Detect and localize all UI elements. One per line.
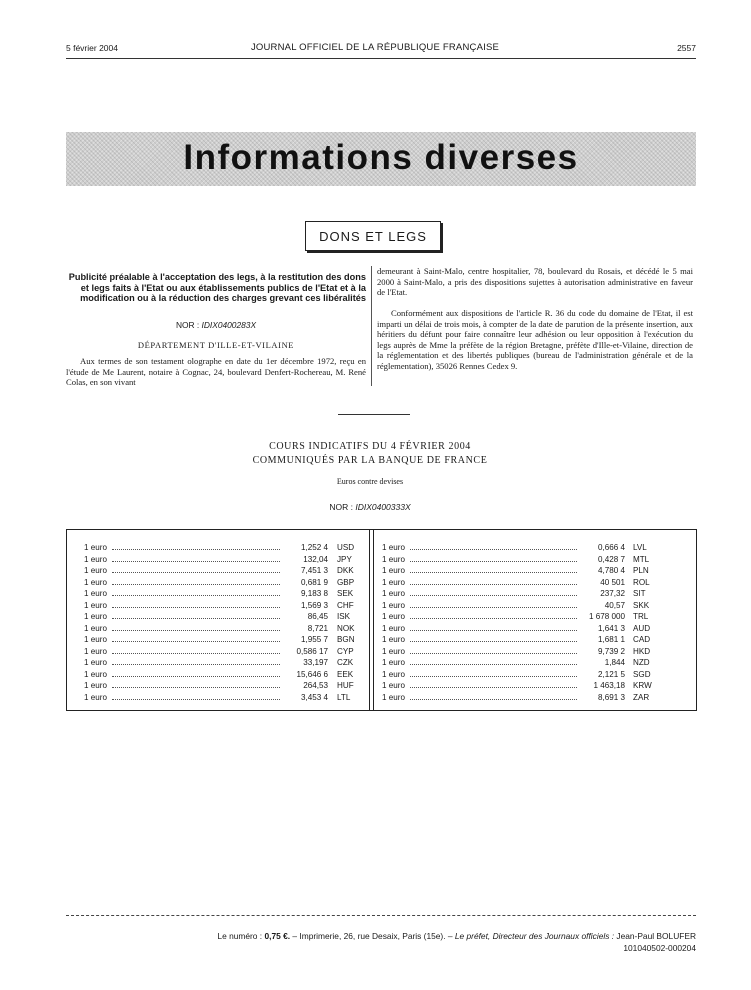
- dot-leader: [410, 653, 577, 654]
- cours-title-line-1: COURS INDICATIFS DU 4 FÉVRIER 2004: [269, 441, 471, 452]
- currency-code: GBP: [337, 577, 355, 587]
- rate-row: [84, 565, 356, 576]
- rate-row: [382, 565, 652, 576]
- currency-code: KRW: [633, 681, 652, 690]
- department-heading: DÉPARTEMENT D'ILLE-ET-VILAINE: [137, 340, 295, 350]
- notice-title: Publicité préalable à l'acceptation des legs, à la restitution des dons et legs faits à l'Etat ou aux établissements publics de l'Etat et à la modification ou à la réduction des charges grevant ces libéralités: [68, 272, 366, 304]
- section-separator: [338, 414, 410, 415]
- rate-value: 15,646 6: [296, 669, 328, 679]
- rate-label: 1 euro: [84, 646, 107, 656]
- rate-value: 1,641 3: [597, 623, 625, 633]
- currency-code: BGN: [337, 635, 355, 644]
- rate-value: 1 463,18: [593, 681, 625, 690]
- rate-value: 8,691 3: [597, 692, 625, 702]
- rate-value: 4,780 4: [597, 566, 625, 575]
- rate-row: [382, 657, 652, 668]
- dot-leader: [410, 687, 577, 688]
- rate-value: 40,57: [604, 600, 625, 610]
- rate-value: 8,721: [307, 623, 328, 633]
- dot-leader: [112, 595, 280, 596]
- dot-leader: [410, 641, 577, 642]
- rate-label: 1 euro: [84, 669, 107, 679]
- rate-row: [84, 577, 356, 588]
- currency-code: SKK: [633, 600, 650, 610]
- cours-subtitle: Euros contre devises: [336, 477, 404, 486]
- currency-code: EEK: [337, 669, 354, 679]
- rate-row: [84, 657, 356, 668]
- rate-value: 86,45: [307, 612, 328, 621]
- currency-code: USD: [337, 543, 355, 552]
- currency-code: CAD: [633, 635, 651, 644]
- dot-leader: [410, 572, 577, 573]
- rate-value: 1,955 7: [300, 635, 328, 644]
- rate-label: 1 euro: [84, 600, 107, 610]
- dot-leader: [410, 549, 577, 550]
- rate-value: 1,569 3: [300, 600, 328, 610]
- dot-leader: [112, 561, 280, 562]
- currency-code: PLN: [633, 566, 649, 575]
- rate-value: 0,428 7: [597, 554, 625, 564]
- rate-row: [84, 542, 356, 553]
- dot-leader: [112, 584, 280, 585]
- rate-label: 1 euro: [84, 543, 107, 552]
- rates-right-column: [382, 542, 652, 702]
- rate-label: 1 euro: [382, 669, 405, 679]
- cours-title-line-2: COMMUNIQUÉS PAR LA BANQUE DE FRANCE: [252, 455, 488, 466]
- rate-row: [382, 588, 652, 599]
- rate-value: 0,586 17: [296, 646, 328, 656]
- nor-reference: [66, 320, 366, 330]
- rate-value: 132,04: [303, 554, 328, 564]
- currency-code: MTL: [633, 554, 650, 564]
- rate-label: 1 euro: [382, 566, 405, 575]
- dot-leader: [112, 572, 280, 573]
- rate-row: [382, 634, 652, 645]
- banner-title: Informations diverses: [183, 138, 579, 177]
- dot-leader: [112, 641, 280, 642]
- rate-label: 1 euro: [382, 692, 405, 702]
- header-date: 5 février 2004: [66, 43, 118, 53]
- dot-leader: [410, 584, 577, 585]
- rate-row: [382, 646, 652, 657]
- rate-label: 1 euro: [84, 577, 107, 587]
- rate-label: 1 euro: [382, 612, 405, 621]
- rate-row: [84, 611, 356, 622]
- cours-nor-reference: [180, 502, 560, 512]
- rate-value: 7,451 3: [300, 566, 328, 575]
- rate-label: 1 euro: [382, 589, 405, 598]
- dot-leader: [410, 676, 577, 677]
- dot-leader: [112, 676, 280, 677]
- currency-code: CYP: [337, 646, 354, 656]
- nor-label: NOR :: [175, 320, 200, 330]
- rate-row: [382, 554, 652, 565]
- rate-label: 1 euro: [84, 554, 107, 564]
- rate-label: 1 euro: [382, 681, 405, 690]
- rate-label: 1 euro: [382, 658, 405, 667]
- currency-code: SIT: [633, 589, 646, 598]
- rate-value: 1,844: [604, 658, 625, 667]
- section-title: DONS ET LEGS: [319, 228, 427, 244]
- rate-value: 264,53: [303, 681, 328, 690]
- journal-title: JOURNAL OFFICIEL DE LA RÉPUBLIQUE FRANÇAISE: [250, 42, 500, 53]
- rate-row: [84, 588, 356, 599]
- rate-row: [382, 623, 652, 634]
- footer-price: 0,75 €.: [264, 931, 291, 941]
- rate-row: [382, 669, 652, 680]
- rate-label: 1 euro: [382, 554, 405, 564]
- rate-value: 2,121 5: [597, 669, 625, 679]
- dot-leader: [410, 618, 577, 619]
- dot-leader: [112, 664, 280, 665]
- currency-code: ROL: [633, 577, 650, 587]
- rate-row: [84, 646, 356, 657]
- rate-value: 1,681 1: [597, 635, 625, 644]
- currency-code: SEK: [337, 589, 354, 598]
- rate-value: 9,183 8: [300, 589, 328, 598]
- rate-label: 1 euro: [84, 589, 107, 598]
- dot-leader: [410, 561, 577, 562]
- dot-leader: [410, 607, 577, 608]
- rate-label: 1 euro: [382, 577, 405, 587]
- rate-label: 1 euro: [382, 646, 405, 656]
- rate-row: [382, 600, 652, 611]
- footer-prefix: Le numéro :: [217, 931, 263, 941]
- dot-leader: [112, 549, 280, 550]
- currency-code: NOK: [337, 623, 355, 633]
- dot-leader: [410, 664, 577, 665]
- currency-code: NZD: [633, 658, 650, 667]
- rate-label: 1 euro: [382, 600, 405, 610]
- rate-row: [84, 669, 356, 680]
- dot-leader: [410, 630, 577, 631]
- rate-label: 1 euro: [84, 635, 107, 644]
- section-title-box: [305, 221, 441, 251]
- rate-label: 1 euro: [84, 566, 107, 575]
- rate-label: 1 euro: [382, 543, 405, 552]
- currency-code: LVL: [633, 543, 647, 552]
- nor-code: IDIX0400283X: [201, 320, 257, 330]
- rate-value: 1,252 4: [300, 543, 328, 552]
- dot-leader: [112, 687, 280, 688]
- column-divider: [371, 266, 372, 386]
- footer-rule: [66, 915, 696, 916]
- rate-label: 1 euro: [84, 692, 107, 702]
- rate-value: 1 678 000: [588, 612, 625, 621]
- rate-row: [84, 680, 356, 691]
- rate-row: [84, 554, 356, 565]
- footer-directeur: Le préfet, Directeur des Journaux officiels :: [454, 931, 615, 941]
- rate-value: 9,739 2: [597, 646, 625, 656]
- left-paragraph: Aux termes de son testament olographe en date du 1er décembre 1972, reçu en l'étude de Me Laurent, notaire à Cognac, 24, boulevard Denfert-Rochereau, M. René Colas, en son vivant: [66, 356, 366, 387]
- rate-row: [382, 692, 652, 703]
- rate-label: 1 euro: [84, 658, 107, 667]
- rate-label: 1 euro: [84, 612, 107, 621]
- currency-code: ZAR: [633, 692, 650, 702]
- footer-imprimerie: – Imprimerie, 26, rue Desaix, Paris (15e). –: [292, 931, 453, 941]
- page-number: 2557: [677, 43, 696, 53]
- rates-left-column: [84, 542, 356, 702]
- dot-leader: [410, 699, 577, 700]
- rate-row: [382, 611, 652, 622]
- currency-code: AUD: [633, 623, 651, 633]
- rate-row: [84, 623, 356, 634]
- currency-code: ISK: [337, 612, 351, 621]
- rate-label: 1 euro: [382, 623, 405, 633]
- currency-code: TRL: [633, 612, 649, 621]
- currency-code: CZK: [337, 658, 354, 667]
- footer-code: 101040502-000204: [623, 943, 696, 953]
- rate-label: 1 euro: [84, 681, 107, 690]
- header-rule: [66, 58, 696, 59]
- currency-code: CHF: [337, 600, 354, 610]
- dot-leader: [112, 630, 280, 631]
- dot-leader: [112, 653, 280, 654]
- rate-row: [84, 634, 356, 645]
- dot-leader: [112, 618, 280, 619]
- cours-nor-label: NOR :: [329, 502, 353, 512]
- currency-code: HKD: [633, 646, 651, 656]
- right-paragraph-1: demeurant à Saint-Malo, centre hospitalier, 78, boulevard du Rosais, et décédé le 5 mai 2000 à Saint-Malo, a pris des dispositions sujettes à autorisation administrative en faveur de l'Etat.: [377, 266, 693, 297]
- rate-row: [84, 600, 356, 611]
- cours-nor-code: IDIX0400333X: [355, 502, 411, 512]
- rates-table-divider: [369, 529, 374, 711]
- rate-value: 0,666 4: [597, 543, 625, 552]
- rate-row: [382, 542, 652, 553]
- currency-code: HUF: [337, 681, 354, 690]
- dot-leader: [410, 595, 577, 596]
- dot-leader: [112, 699, 280, 700]
- rate-value: 237,32: [600, 589, 625, 598]
- banner: [66, 132, 696, 186]
- rate-value: 33,197: [303, 658, 328, 667]
- rate-row: [382, 680, 652, 691]
- rate-row: [84, 692, 356, 703]
- currency-code: LTL: [337, 692, 351, 702]
- footer-name: Jean-Paul BOLUFER: [616, 931, 696, 941]
- rate-value: 3,453 4: [300, 692, 328, 702]
- rate-row: [382, 577, 652, 588]
- right-paragraph-2: Conformément aux dispositions de l'article R. 36 du code du domaine de l'Etat, il est imparti un délai de trois mois, à compter de la date de parution de la présente insertion, aux héritiers du défunt pour faire connaître leur adhésion ou leur opposition à l'exécution du legs auprès de Mme la préfète de la région Bretagne, préfète d'Ille-et-Vilaine, direction de la réglementation et des libertés publiques (bureau de l'administration générale et de la réglementation), 35026 Rennes Cedex 9.: [377, 308, 693, 371]
- currency-code: DKK: [337, 566, 354, 575]
- rate-label: 1 euro: [382, 635, 405, 644]
- dot-leader: [112, 607, 280, 608]
- footer-line: [66, 931, 696, 941]
- currency-code: SGD: [633, 669, 651, 679]
- rate-value: 40 501: [600, 577, 625, 587]
- rate-label: 1 euro: [84, 623, 107, 633]
- rate-value: 0,681 9: [300, 577, 328, 587]
- currency-code: JPY: [337, 554, 352, 564]
